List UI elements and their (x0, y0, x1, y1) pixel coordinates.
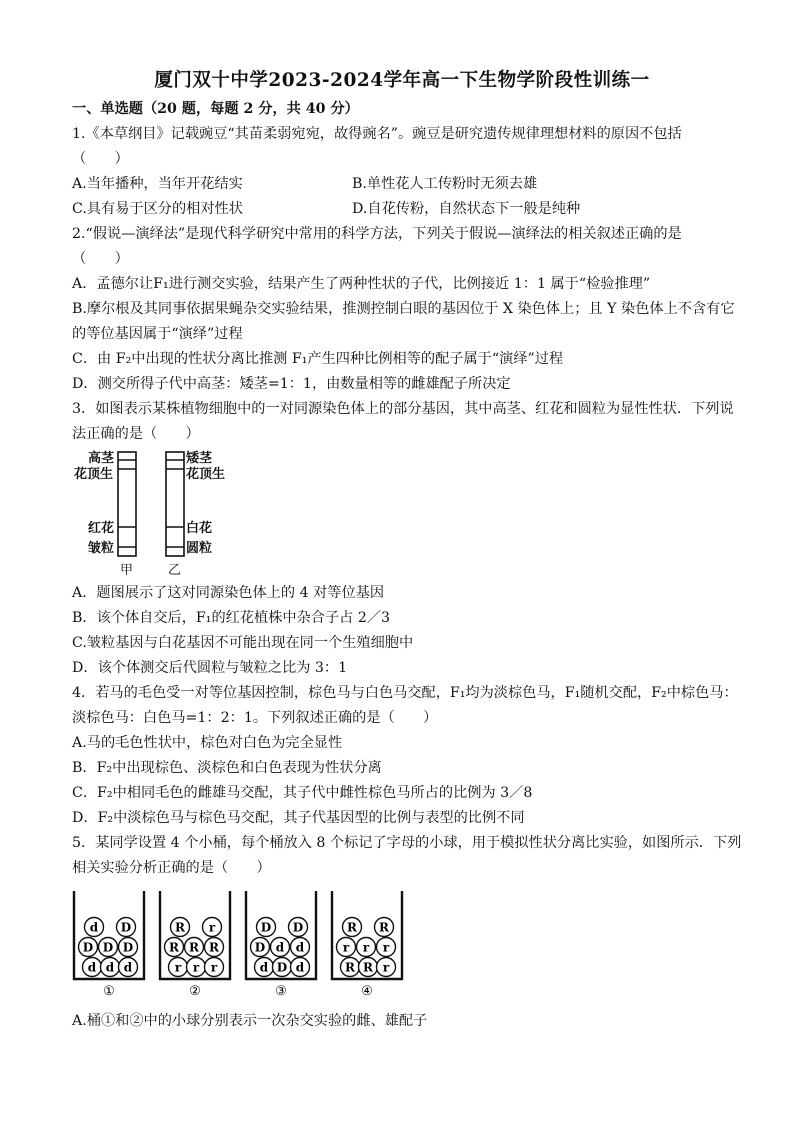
ball-letter: r (210, 960, 218, 975)
label-jia: 甲 (120, 563, 134, 578)
label-terminal-flower-right: 花顶生 (186, 467, 226, 482)
q1-stem: 1.《本草纲目》记载豌豆“其苗柔弱宛宛，故得豌名”。豌豆是研究遗传规律理想材料的原因不包括 (72, 126, 682, 142)
q3-option-b[interactable]: B．该个体自交后，F₁的红花植株中杂合子占 2／3 (72, 610, 391, 626)
ball-letter: D (122, 940, 134, 955)
q2-option-d[interactable]: D．测交所得子代中高茎：矮茎=1：1，由数量相等的雌雄配子所决定 (72, 376, 511, 392)
ball-letter: R (169, 940, 179, 955)
ball-letter: R (379, 920, 389, 935)
question-3 (72, 397, 732, 681)
q1-option-a[interactable]: A.当年播种，当年开花结实 (72, 176, 243, 192)
bucket-label: ④ (361, 984, 373, 999)
q3-option-a[interactable]: A．题图展示了这对同源染色体上的 4 对等位基因 (72, 585, 385, 601)
q4-option-b[interactable]: B．F₂中出现棕色、淡棕色和白色表现为性状分离 (72, 760, 382, 776)
q2-stem: 2.“假说—演绎法”是现代科学研究中常用的科学方法，下列关于假说—演绎法的相关叙述正确的是 (72, 226, 682, 242)
q1-option-b[interactable]: B.单性花人工传粉时无须去雄 (352, 176, 538, 192)
q5-stem-line2: 相关实验分析正确的是（ ） (72, 860, 271, 876)
q1-paren: （ ） (72, 151, 129, 167)
ball-letter: r (362, 940, 370, 955)
ball-letter: d (123, 960, 133, 975)
ball-letter: R (189, 940, 199, 955)
ball-letter: D (82, 940, 94, 955)
bucket-2 (160, 891, 230, 999)
ball-letter: R (175, 920, 185, 935)
bucket-1 (74, 891, 144, 999)
ball-letter: R (347, 920, 357, 935)
label-short-stem: 矮茎 (186, 451, 213, 466)
buckets-diagram (72, 885, 412, 1005)
q5-option-a[interactable]: A.桶①和②中的小球分别表示一次杂交实验的雌、雄配子 (72, 1013, 428, 1029)
ball-letter: R (209, 940, 219, 955)
label-red-flower: 红花 (88, 521, 115, 536)
exam-page (72, 66, 742, 1034)
label-tall-stem: 高茎 (88, 451, 115, 466)
ball-letter: r (382, 960, 390, 975)
bucket-label: ② (189, 984, 201, 999)
q2-option-c[interactable]: C．由 F₂中出现的性状分离比推测 F₁产生四种比例相等的配子属于“演绎”过程 (72, 351, 564, 367)
ball-letter: D (260, 920, 272, 935)
q3-option-d[interactable]: D．该个体测交后代圆粒与皱粒之比为 3：1 (72, 660, 348, 676)
ball-letter: D (254, 940, 266, 955)
q3-stem-line2: 法正确的是（ ） (72, 426, 200, 442)
bucket-3 (246, 891, 316, 999)
ball-letter: D (102, 940, 114, 955)
ball-letter: d (105, 960, 115, 975)
ball-letter: D (120, 920, 132, 935)
question-2 (72, 222, 735, 397)
q4-stem-line2: 淡棕色马：白色马=1：2：1。下列叙述正确的是（ ） (72, 710, 438, 726)
question-1 (72, 122, 732, 222)
ball-letter: R (363, 960, 373, 975)
section-heading: 一、单选题（20 题，每题 2 分，共 40 分） (72, 101, 359, 117)
label-terminal-flower-left: 花顶生 (74, 467, 114, 482)
q4-option-c[interactable]: C．F₂中相同毛色的雌雄马交配，其子代中雌性棕色马所占的比例为 3／8 (72, 785, 533, 801)
q3-stem-line1: 3．如图表示某株植物细胞中的一对同源染色体上的部分基因，其中高茎、红花和圆粒为显性性状．下列说 (72, 401, 734, 417)
ball-letter: r (208, 920, 216, 935)
ball-letter: d (295, 960, 305, 975)
q4-option-d[interactable]: D．F₂中淡棕色马与棕色马交配，其子代基因型的比例与表型的比例不同 (72, 810, 525, 826)
q5-stem-line1: 5．某同学设置 4 个小桶，每个桶放入 8 个标记了字母的小球，用于模拟性状分离比实验，如图所示．下列 (72, 835, 742, 851)
ball-letter: r (192, 960, 200, 975)
bucket-label: ③ (275, 984, 287, 999)
question-5 (72, 831, 742, 1034)
q1-option-d[interactable]: D.自花传粉，自然状态下一般是纯种 (352, 201, 581, 217)
ball-letter: D (276, 960, 288, 975)
ball-letter: d (295, 940, 305, 955)
q2-option-a[interactable]: A．孟德尔让F₁进行测交实验，结果产生了两种性状的子代，比例接近 1：1 属于“检验推理” (72, 276, 651, 292)
q1-option-c[interactable]: C.具有易于区分的相对性状 (72, 201, 243, 217)
chromosome-figure (72, 449, 252, 578)
bucket-figure (72, 885, 412, 1005)
ball-letter: d (275, 940, 285, 955)
ball-letter: d (89, 920, 99, 935)
label-wrinkled-seed: 皱粒 (88, 541, 115, 556)
ball-letter: r (342, 940, 350, 955)
ball-letter: R (345, 960, 355, 975)
label-yi: 乙 (168, 563, 182, 578)
label-round-seed: 圆粒 (186, 541, 213, 556)
q4-option-a[interactable]: A.马的毛色性状中，棕色对白色为完全显性 (72, 735, 343, 751)
bucket-label: ① (103, 984, 115, 999)
label-white-flower: 白花 (186, 521, 213, 536)
ball-letter: r (382, 940, 390, 955)
q2-option-b-line2[interactable]: 的等位基因属于“演绎”过程 (72, 326, 243, 342)
ball-letter: r (174, 960, 182, 975)
question-4 (72, 681, 738, 831)
page-title: 厦门双十中学2023-2024学年高一下生物学阶段性训练一 (154, 70, 650, 91)
q3-option-c[interactable]: C.皱粒基因与白花基因不可能出现在同一个生殖细胞中 (72, 635, 414, 651)
q2-option-b-line1[interactable]: B.摩尔根及其同事依据果蝇杂交实验结果，推测控制白眼的基因位于 X 染色体上；且 Y 染色体上不含有它 (72, 301, 735, 317)
ball-letter: D (292, 920, 304, 935)
ball-letter: d (259, 960, 269, 975)
q4-stem-line1: 4．若马的毛色受一对等位基因控制，棕色马与白色马交配，F₁均为淡棕色马，F₁随机交配，F₂中棕色马： (72, 685, 738, 701)
ball-letter: d (87, 960, 97, 975)
bucket-4 (332, 891, 402, 999)
q2-paren: （ ） (72, 251, 129, 267)
